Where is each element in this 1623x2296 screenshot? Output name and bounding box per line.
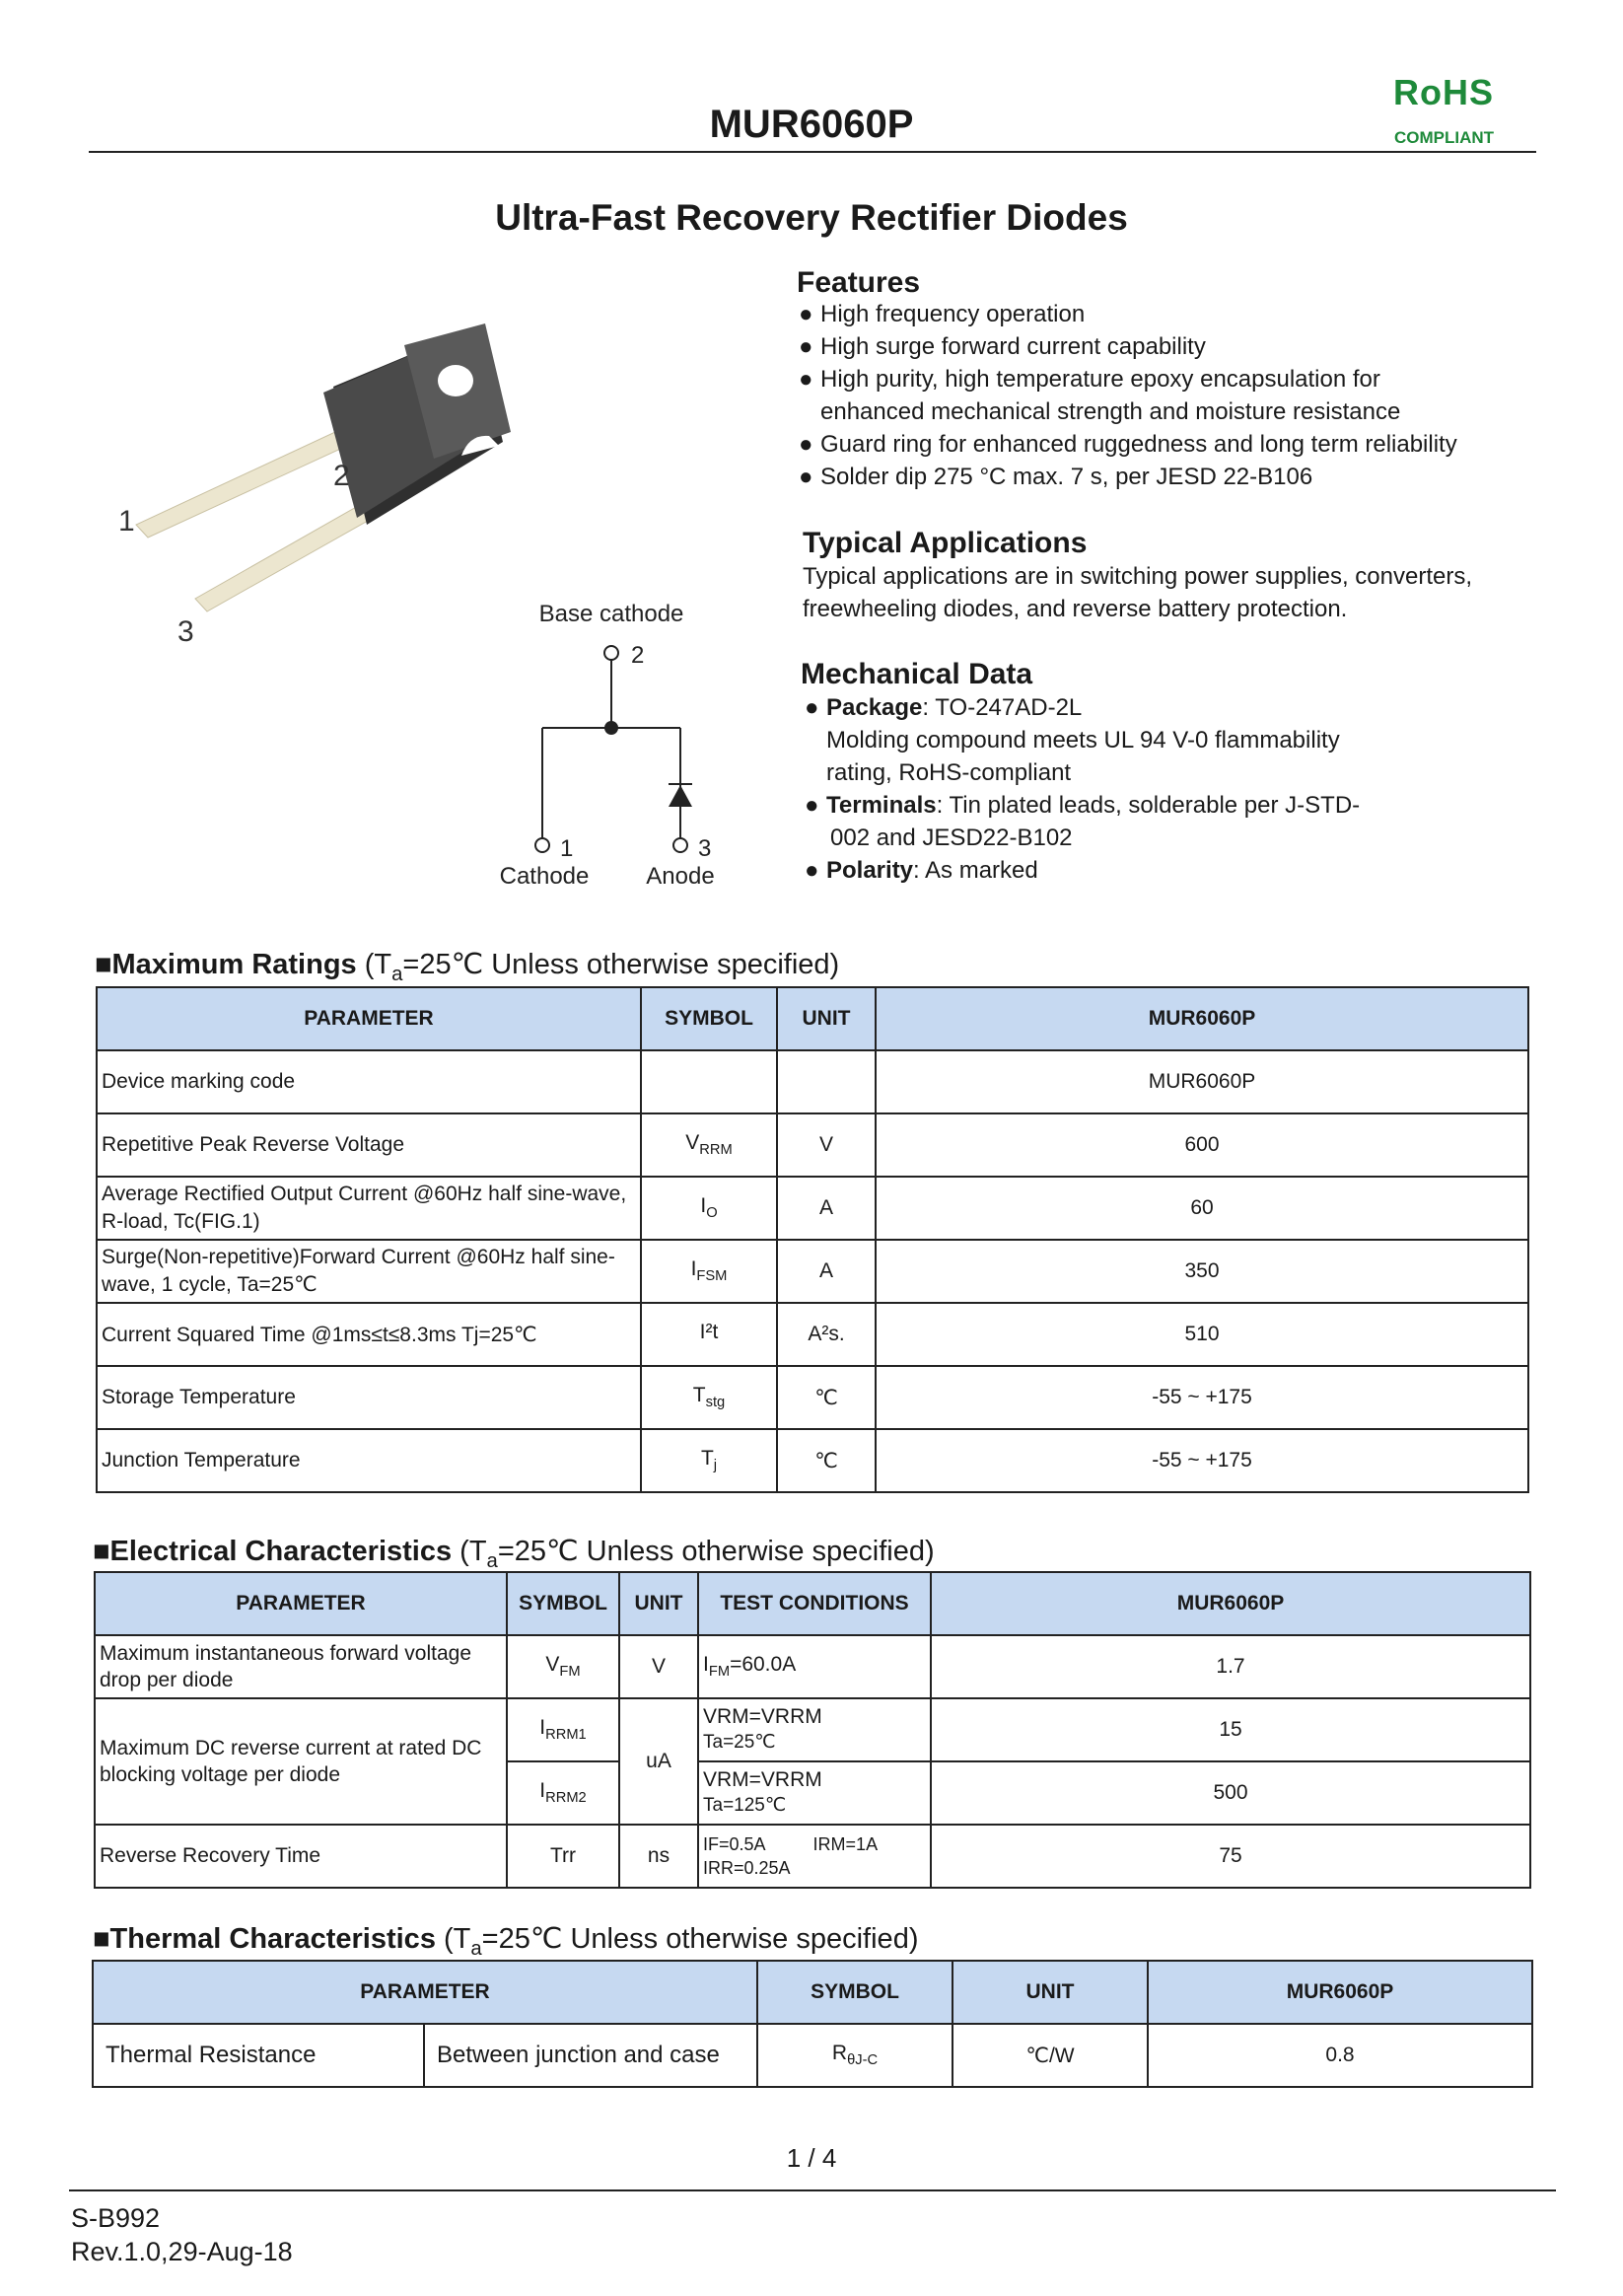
pin2-label: 2 (333, 460, 350, 492)
feature-item: ● High frequency operation (799, 301, 1086, 327)
applications-text: Typical applications are in switching power supplies, converters, freewheeling diodes, and reverse battery protection. (803, 563, 1472, 622)
schematic-title: Base cathode (538, 601, 684, 627)
thermal-table (92, 1960, 1533, 2088)
mounting-hole (438, 365, 473, 396)
features-heading: Features (797, 266, 921, 299)
table-header-row: PARAMETER SYMBOL UNIT MUR6060P (97, 987, 1528, 1050)
thermal-title: ■Thermal Characteristics ($T_a=25℃$ Unless otherwise specified) (93, 1923, 919, 1960)
mechanical-item-polarity: ● Polarity: As marked (805, 857, 1038, 884)
applications-heading: Typical Applications (803, 527, 1088, 559)
anode-label: Anode (646, 863, 715, 890)
document-subtitle: Ultra-Fast Recovery Rectifier Diodes (495, 197, 1128, 238)
page-title: MUR6060P (709, 103, 914, 146)
schematic-pin1: 1 (560, 835, 574, 862)
table-row: Maximum instantaneous forward voltage drop per diode $V_{FM}$ V $I_{FM}=60.0A$ 1.7 (95, 1635, 1530, 1698)
rohs-logo: RoHS (1393, 72, 1494, 112)
table-row: Junction Temperature $T_j$ ℃ -55 ~ +175 (97, 1429, 1528, 1492)
table-row: Thermal Resistance Between junction and case $R_{\theta J-C}$ ℃/W 0.8 (93, 2024, 1532, 2087)
page-number: 1 / 4 (786, 2143, 837, 2173)
cathode-label: Cathode (499, 863, 590, 890)
features-list (799, 298, 1457, 493)
pin3-label: 3 (177, 615, 194, 648)
document-code: S-B992 (71, 2203, 161, 2233)
lead-1 (136, 432, 347, 538)
table-row: Reverse Recovery Time Trr ns IF=0.5A IRM=1A IRR=0.25A 75 (95, 1825, 1530, 1888)
mechanical-item-terminals: ● Terminals: Tin plated leads, solderable per J-STD- (805, 792, 1361, 819)
feature-item: ● Solder dip 275 °C max. 7 s, per JESD 22-B106 (799, 464, 1313, 490)
schematic-pin2: 2 (631, 642, 645, 669)
table-row: Repetitive Peak Reverse Voltage $V_{RRM}$ V 600 (97, 1113, 1528, 1177)
mechanical-list: ● Package: TO-247AD-2L Molding compound meets UL 94 V-0 flammability rating, RoHS-compliant ● Terminals: Tin plated leads, solderable per J-STD- 002 and JESD22-B102 ● Polarity: As marked (805, 691, 1360, 887)
feature-item-continued: enhanced mechanical strength and moisture resistance (820, 398, 1401, 425)
feature-item: ● High purity, high temperature epoxy encapsulation for (799, 366, 1380, 393)
mechanical-heading: Mechanical Data (801, 658, 1033, 690)
table-header-row: PARAMETER SYMBOL UNIT TEST CONDITIONS MUR6060P (95, 1572, 1530, 1635)
feature-item: ● High surge forward current capability (799, 333, 1206, 360)
max-ratings-table (96, 986, 1529, 1493)
diode-symbol (669, 785, 692, 807)
table-row: Storage Temperature $T_{stg}$ ℃ -55 ~ +175 (97, 1366, 1528, 1429)
pin1-label: 1 (118, 505, 135, 538)
table-row: Maximum DC reverse current at rated DC blocking voltage per diode $I_{RRM1}$ uA VRM=VRRM Ta=25℃ 15 (95, 1698, 1530, 1761)
electrical-table (94, 1571, 1531, 1889)
diode-schematic (483, 592, 740, 897)
table-row: Current Squared Time @1ms≤t≤8.3ms Tj=25℃ I²t A²s. 510 (97, 1303, 1528, 1366)
table-row: Surge(Non-repetitive)Forward Current @60Hz half sine-wave, 1 cycle, Ta=25℃ $I_{FSM}$ A 350 (97, 1240, 1528, 1303)
table-row: $I_{RRM2}$ VRM=VRRM Ta=125℃ 500 (95, 1761, 1530, 1825)
max-ratings-title: ■Maximum Ratings ($T_a=25℃$ Unless otherwise specified) (95, 949, 840, 985)
table-row: Average Rectified Output Current @60Hz half sine-wave, R-load, Tc(FIG.1) $I_O$ A 60 (97, 1177, 1528, 1240)
electrical-title: ■Electrical Characteristics ($T_a=25℃$ Unless otherwise specified) (93, 1536, 935, 1572)
mechanical-item-package: ● Package: TO-247AD-2L (805, 694, 1083, 721)
schematic-pin3: 3 (698, 835, 712, 862)
rohs-compliant-label: COMPLIANT (1394, 128, 1495, 147)
footer-divider (69, 2189, 1556, 2191)
table-row: Device marking code MUR6060P (97, 1050, 1528, 1113)
document-revision: Rev.1.0,29-Aug-18 (71, 2237, 293, 2266)
table-header-row: PARAMETER SYMBOL UNIT MUR6060P (93, 1961, 1532, 2024)
feature-item: ● Guard ring for enhanced ruggedness and long term reliability (799, 431, 1457, 458)
header-divider (89, 151, 1536, 153)
